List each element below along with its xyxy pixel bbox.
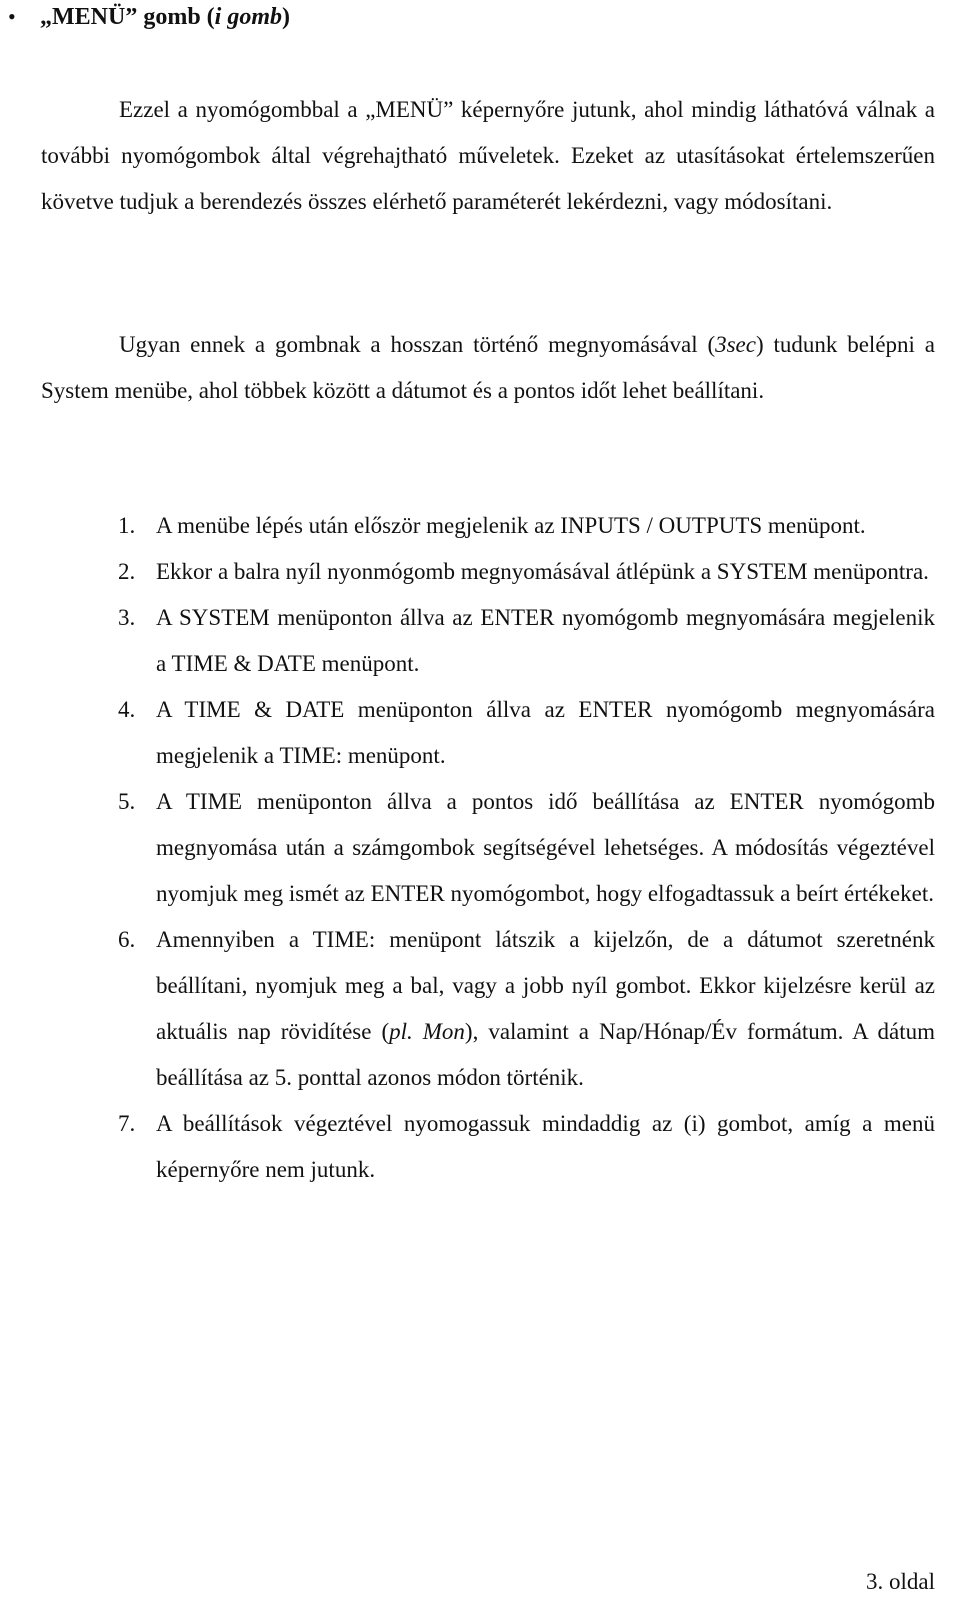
step-text: A SYSTEM menüponton állva az ENTER nyomógomb megnyomására megjelenik a TIME & DATE menüpont. — [156, 605, 935, 676]
step-text: A TIME menüponton állva a pontos idő beállítása az ENTER nyomógomb megnyomása után a számgombok segítségével lehetséges. A módosítás végeztével nyomjuk meg ismét az ENTER nyomógombot, hogy elfogadtassuk a beírt értékeket. — [156, 789, 935, 906]
step-text — [156, 917, 935, 1101]
p2-text-before: Ugyan ennek a gombnak a hosszan történő megnyomásával ( — [119, 332, 716, 357]
intro-paragraph: Ezzel a nyomógombbal a „MENÜ” képernyőre jutunk, ahol mindig láthatóvá válnak a további nyomógombok által végrehajtható műveletek. Ezeket az utasításokat értelemszerűen követve tudjuk a berendezés összes elérhető paraméterét lekérdezni, vagy módosítani. — [41, 97, 935, 214]
list-item — [0, 917, 960, 1101]
step-number: 7. — [118, 1111, 136, 1136]
system-menu-paragraph — [41, 322, 935, 414]
step-number: 2. — [118, 559, 136, 584]
list-item — [0, 595, 960, 687]
p2-text-italic: 3sec — [715, 332, 756, 357]
list-item — [0, 503, 960, 549]
heading-title — [40, 4, 290, 31]
step-number: 6. — [118, 927, 136, 952]
step-text-italic: pl. Mon — [389, 1019, 465, 1044]
step-number: 4. — [118, 697, 136, 722]
heading-title-italic: i gomb — [214, 4, 283, 30]
step-number: 3. — [118, 605, 136, 630]
step-number: 5. — [118, 789, 136, 814]
step-text: A TIME & DATE menüponton állva az ENTER nyomógomb megnyomására megjelenik a TIME: menüpont. — [156, 697, 935, 768]
section-heading — [8, 4, 290, 31]
page-number: 3. oldal — [866, 1569, 935, 1594]
list-item — [0, 549, 960, 595]
step-text-part-a: Amennyiben a TIME: menüpont látszik a kijelzőn, de a dátumot szeretnénk beállítani, nyomjuk meg a bal, vagy a jobb nyíl gombot. Ekkor kijelzésre kerül az aktuális nap rövidítése ( — [156, 927, 935, 1044]
list-item — [0, 687, 960, 779]
step-text: A beállítások végeztével nyomogassuk mindaddig az (i) gombot, amíg a menü képernyőre nem jutunk. — [156, 1111, 935, 1182]
heading-paren-open: ( — [206, 4, 215, 30]
list-item — [0, 1101, 960, 1193]
list-item — [0, 779, 960, 917]
bullet-icon: • — [8, 4, 16, 29]
step-number: 1. — [118, 513, 136, 538]
step-text: A menübe lépés után először megjelenik az INPUTS / OUTPUTS menüpont. — [156, 513, 866, 538]
step-text-part-b: ), valamint a Nap/Hónap/Év formátum. A dátum beállítása az 5. ponttal azonos módon történik. — [156, 1019, 935, 1090]
steps-list — [0, 503, 960, 1193]
heading-paren-close: ) — [282, 4, 291, 30]
heading-title-main: „MENÜ” gomb — [40, 4, 201, 30]
p2-text-after: ) tudunk belépni a System menübe, ahol többek között a dátumot és a pontos időt lehet beállítani. — [41, 332, 935, 403]
step-text: Ekkor a balra nyíl nyonmógomb megnyomásával átlépünk a SYSTEM menüpontra. — [156, 559, 929, 584]
